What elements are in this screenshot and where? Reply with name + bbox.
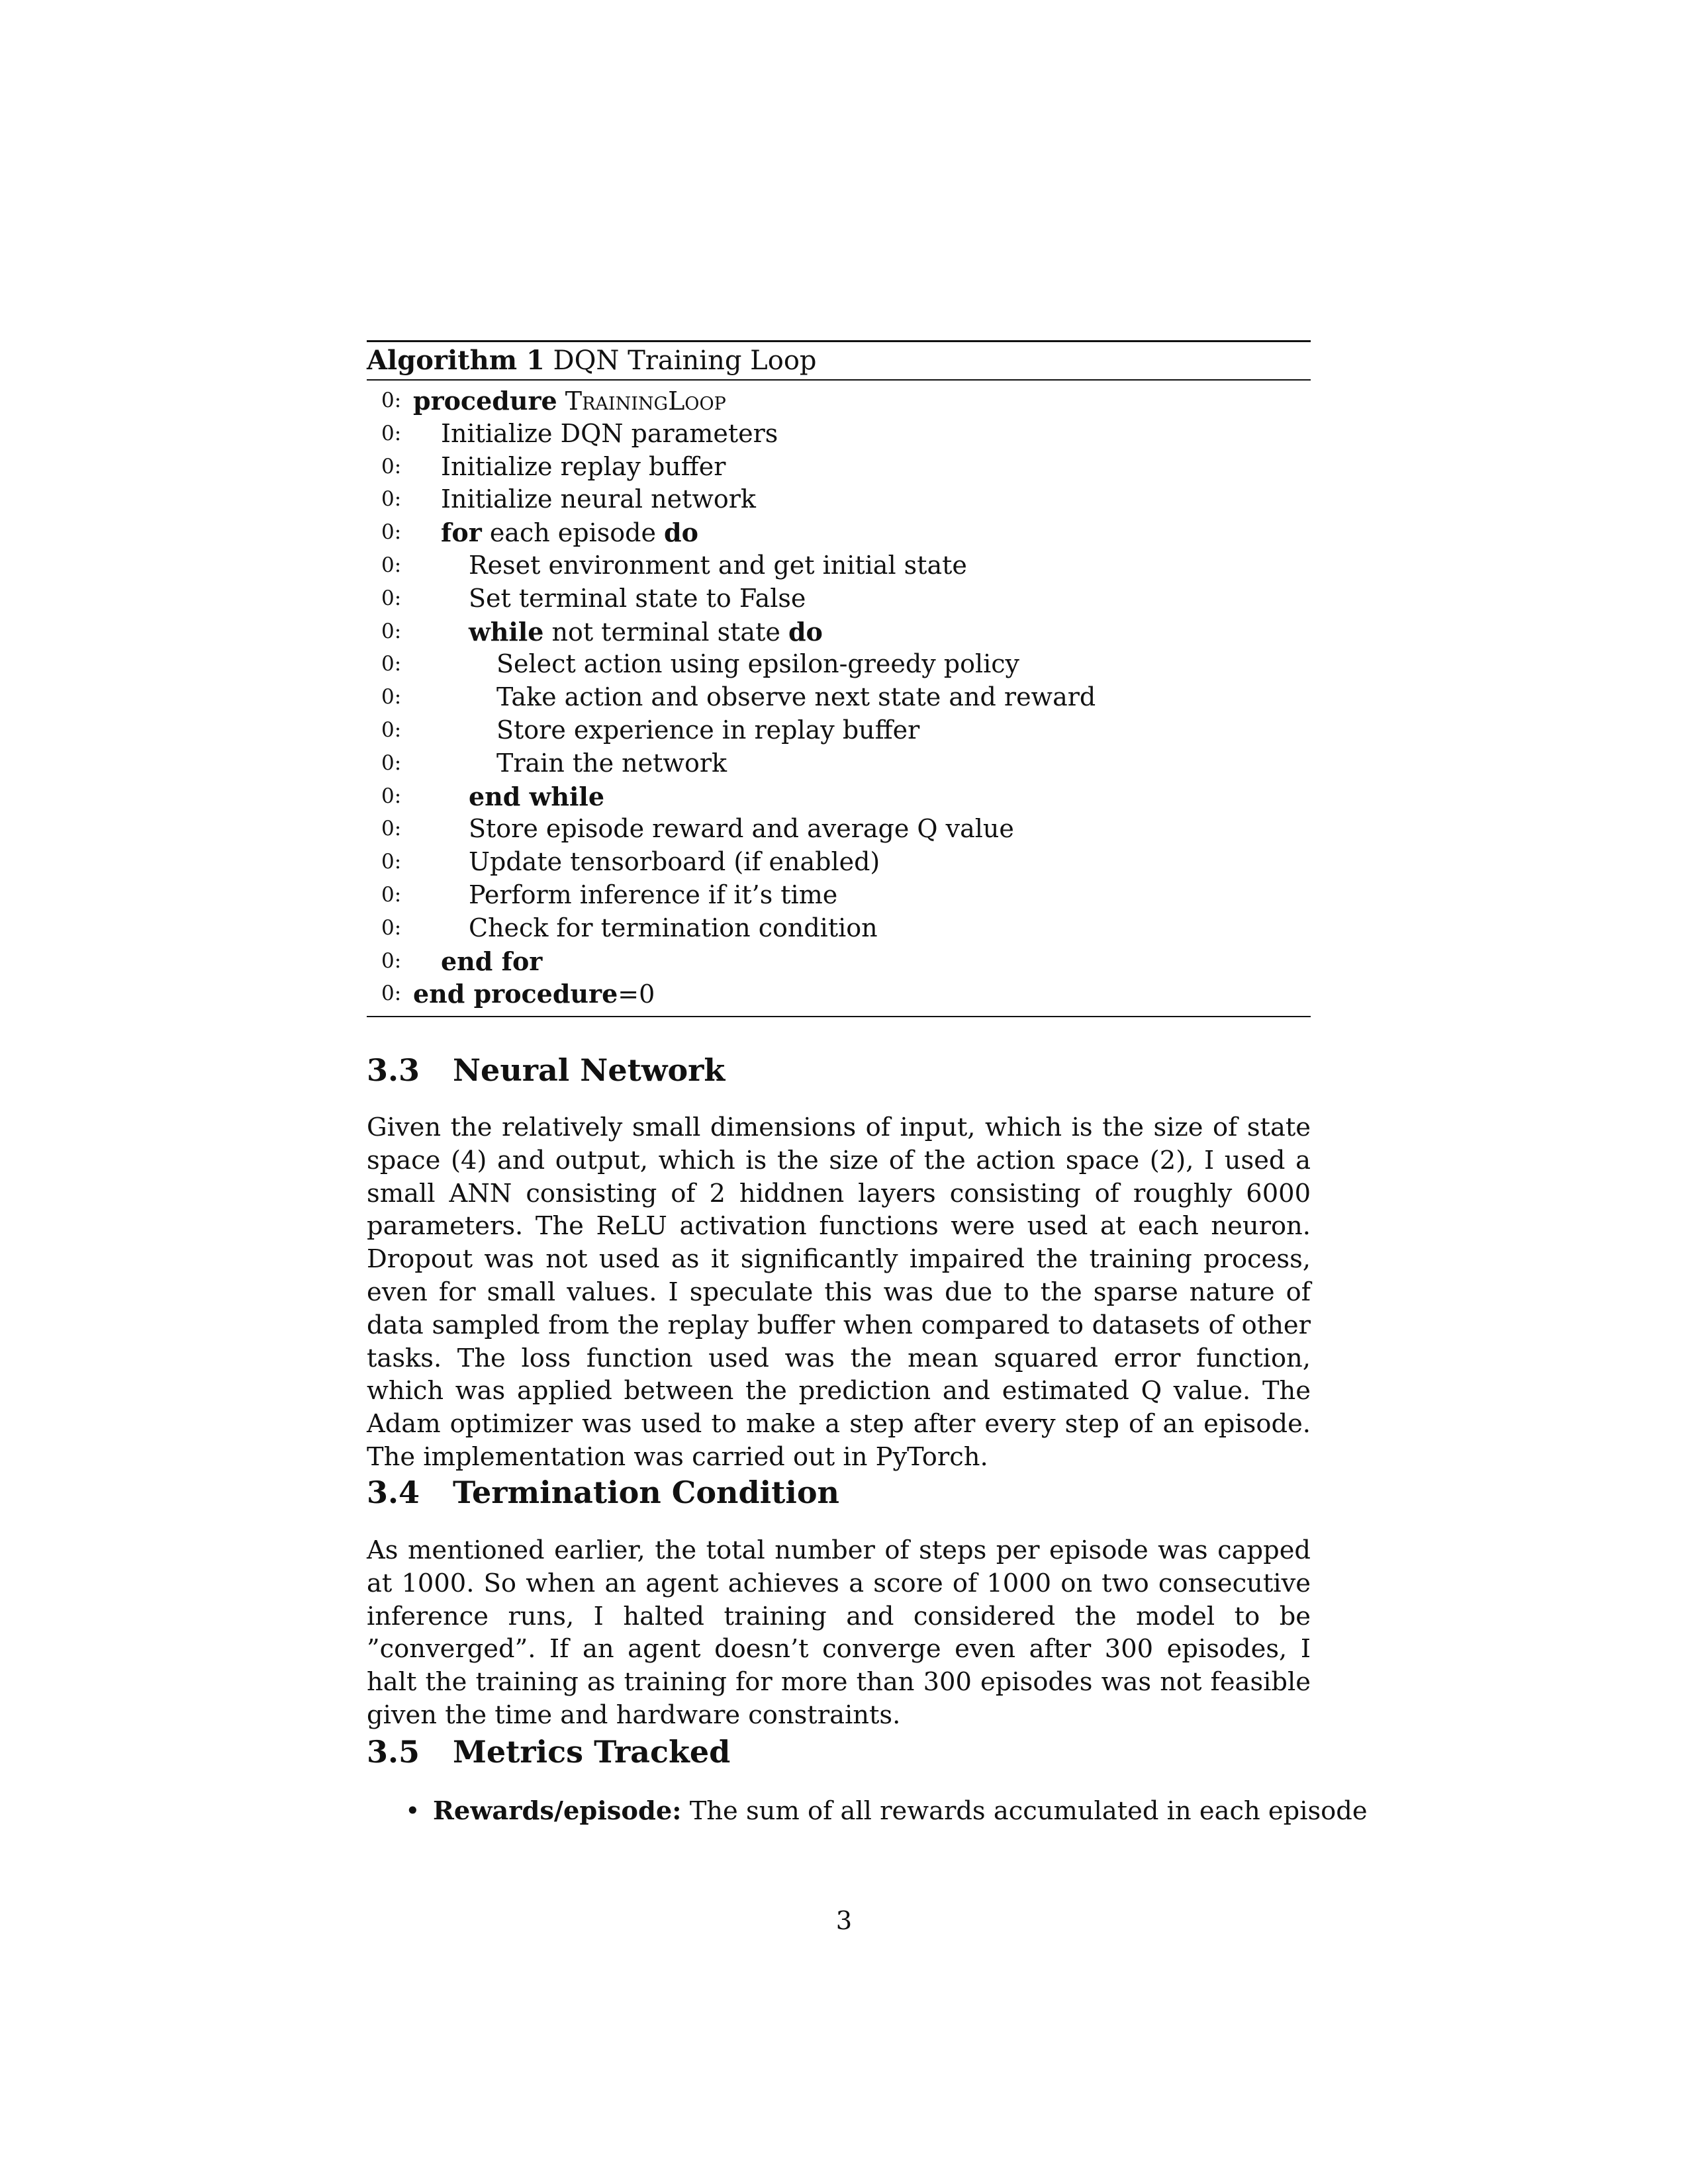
line-code: Initialize neural network (441, 484, 756, 514)
line-code: Check for termination condition (469, 913, 878, 942)
line-number: 0: (381, 487, 402, 512)
list-item-term: Rewards/episode: (433, 1796, 682, 1826)
algorithm-caption (367, 342, 1311, 379)
keyword: for (441, 518, 482, 548)
section-number: 3.4 (367, 1475, 420, 1510)
keyword: end while (469, 781, 604, 811)
line-code (413, 978, 655, 1011)
procedure-name: TrainingLoop (565, 387, 726, 416)
algorithm-line (367, 483, 1311, 516)
line-number: 0: (381, 553, 402, 577)
line-code: Initialize DQN parameters (441, 418, 778, 448)
line-code: Set terminal state to False (469, 583, 806, 613)
keyword: end procedure (413, 979, 618, 1009)
line-number: 0: (381, 882, 402, 907)
algorithm-line (367, 714, 1311, 747)
line-text: each episode (489, 518, 656, 548)
section-paragraph: Given the relatively small dimensions of input, which is the size of state space (4) and output, which is the size of the action space (2), I used a small ANN consisting of 2 hiddnen layers consisting of roughly 6000 parameters. The ReLU activation functions were used at each neuron. Dropout was not used as it significantly impaired the training process, even for small values. I speculate this was due to the sparse nature of data sampled from the replay buffer when compared to datasets of other tasks. The loss function used was the mean squared error function, which was applied between the prediction and estimated Q value. The Adam optimizer was used to make a step after every step of an episode. The implementation was carried out in PyTorch. (367, 1113, 1311, 1472)
line-number: 0: (381, 520, 402, 545)
algorithm-line (367, 879, 1311, 912)
line-number: 0: (381, 454, 402, 478)
algorithm-caption-label: Algorithm 1 (367, 345, 545, 376)
algorithm-line (367, 648, 1311, 681)
section-title: Metrics Tracked (453, 1734, 731, 1770)
bullet-icon: • (405, 1796, 420, 1826)
line-number: 0: (381, 685, 402, 709)
line-number: 0: (381, 586, 402, 610)
keyword: while (469, 616, 544, 647)
algorithm-line (367, 385, 1311, 418)
line-number: 0: (381, 915, 402, 940)
line-code: Store experience in replay buffer (496, 715, 920, 745)
line-code: Initialize replay buffer (441, 451, 726, 481)
line-code: Train the network (496, 748, 727, 778)
algorithm-line (367, 780, 1311, 813)
keyword: do (664, 518, 698, 548)
line-code: Store episode reward and average Q value (469, 814, 1014, 844)
section-heading (367, 1734, 730, 1770)
algorithm-line (367, 549, 1311, 582)
line-code: Select action using epsilon-greedy policy (496, 649, 1020, 679)
algorithm-line (367, 451, 1311, 484)
line-code: Update tensorboard (if enabled) (469, 847, 880, 877)
line-number: 0: (381, 784, 402, 808)
algorithm-line (367, 846, 1311, 879)
line-number: 0: (381, 619, 402, 643)
algorithm-block (367, 340, 1311, 1017)
line-number: 0: (381, 388, 402, 412)
section-number: 3.5 (367, 1734, 420, 1770)
section-paragraph: As mentioned earlier, the total number of steps per episode was capped at 1000. So when an agent achieves a score of 1000 on two consecutive inference runs, I halted training and considered the model to be ”converged”. If an agent doesn’t converge even after 300 episodes, I halt the training as training for more than 300 episodes was not feasible given the time and hardware constraints. (367, 1535, 1311, 1730)
section-heading (367, 1475, 839, 1510)
page-number: 3 (835, 1906, 853, 1936)
algorithm-line (367, 978, 1311, 1011)
list-item (405, 1795, 1368, 1828)
section-heading (367, 1052, 725, 1088)
keyword: procedure (413, 386, 557, 416)
line-code: Perform inference if it’s time (469, 880, 838, 909)
algorithm-lines (367, 381, 1311, 1011)
line-code (413, 385, 726, 418)
section-title: Neural Network (453, 1052, 726, 1088)
keyword: do (788, 616, 823, 647)
line-number: 0: (381, 817, 402, 841)
algorithm-line (367, 582, 1311, 615)
line-code (441, 516, 698, 550)
algorithm-line (367, 912, 1311, 945)
line-code: Take action and observe next state and reward (496, 682, 1096, 712)
line-number: 0: (381, 751, 402, 775)
algorithm-line (367, 418, 1311, 451)
line-text: not terminal state (551, 617, 780, 647)
section-number: 3.3 (367, 1052, 420, 1088)
algorithm-line (367, 516, 1311, 549)
algorithm-line (367, 945, 1311, 978)
algorithm-line (367, 813, 1311, 846)
keyword: end for (441, 946, 543, 976)
line-code: Reset environment and get initial state (469, 550, 967, 580)
section-title: Termination Condition (453, 1475, 839, 1510)
line-number: 0: (381, 850, 402, 874)
line-code (469, 615, 823, 649)
list-item-text: The sum of all rewards accumulated in each episode (689, 1796, 1368, 1826)
line-number: 0: (381, 948, 402, 973)
line-suffix: =0 (618, 979, 655, 1009)
algorithm-bottom-rule (367, 1016, 1311, 1017)
line-number: 0: (381, 981, 402, 1006)
line-number: 0: (381, 652, 402, 676)
line-number: 0: (381, 717, 402, 742)
algorithm-caption-title: DQN Training Loop (553, 345, 817, 376)
line-number: 0: (381, 421, 402, 445)
algorithm-line (367, 747, 1311, 780)
algorithm-line (367, 681, 1311, 714)
algorithm-line (367, 615, 1311, 649)
